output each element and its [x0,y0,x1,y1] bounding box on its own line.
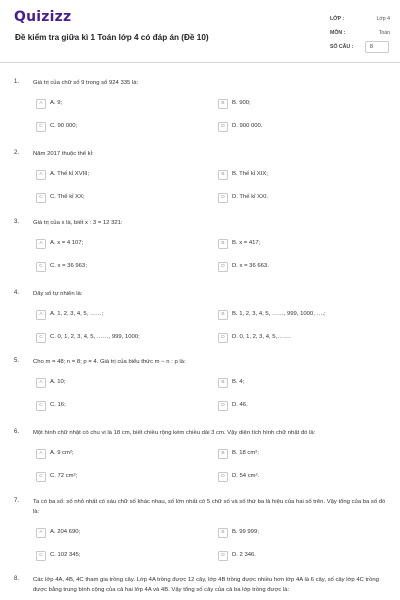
option-text: C. 16; [50,402,66,408]
question-number: 8. [14,576,20,582]
option-letter: B [218,99,228,109]
info-value: Toán [378,30,390,36]
option-letter: A [36,310,46,320]
question-text: Ta có ba số: số nhỏ nhất có sáu chữ số khác nhau, số lớn nhất có 5 chữ số và số thứ ba là hiệu của hai số trên. Vậy tổng của ba số đó là: [33,499,386,515]
option-text: C. x = 36 963; [50,263,87,269]
option-letter: A [36,528,46,538]
option-letter: C [36,193,46,203]
option-letter: A [36,378,46,388]
info-row-class [330,13,390,27]
question-number: 6. [14,429,20,435]
option-letter: C [36,551,46,561]
option-text: B. Thế kỉ XIX; [232,171,268,177]
option-letter: C [36,122,46,132]
option-letter: A [36,239,46,249]
question-number: 7. [14,498,20,504]
question-text: Cho m = 48; n = 8; p = 4. Giá trị của biểu thức m − n : p là: [33,359,186,365]
question-number: 4. [14,290,20,296]
option-text: A. 204 690; [50,529,81,535]
header [0,0,400,62]
option-text: A. 1, 2, 3, 4, 5, ……; [50,311,104,317]
option-letter: B [218,449,228,459]
option-text: D. 46. [232,402,248,408]
option-letter: D [218,262,228,272]
option-letter: C [36,333,46,343]
option-text: A. Thế kỉ XVIII; [50,171,90,177]
info-panel [330,13,390,55]
info-value: 8 [370,44,373,50]
option-letter: D [218,122,228,132]
info-row-count [330,41,390,55]
option-letter: B [218,310,228,320]
page-title: Đề kiểm tra giữa kì 1 Toán lớp 4 có đáp án (Đề 10) [15,33,209,42]
count-box [365,41,389,53]
info-value: Lớp 4 [376,16,390,22]
option-letter: D [218,193,228,203]
option-text: C. 72 cm²; [50,473,78,479]
option-text: B. 1, 2, 3, 4, 5, ……, 999, 1000, ….; [232,311,326,317]
option-letter: B [218,378,228,388]
option-text: C. 0, 1, 2, 3, 4, 5, ……, 999, 1000; [50,334,140,340]
option-text: B. x = 417; [232,240,261,246]
option-letter: D [218,551,228,561]
question-text: Một hình chữ nhật có chu vi là 18 cm, biết chiều rộng kém chiều dài 3 cm. Vậy diện tích hình chữ nhật đó là: [33,430,316,436]
option-text: D. 900 000. [232,123,263,129]
option-text: B. 18 cm²; [232,450,259,456]
option-letter: D [218,401,228,411]
question-text: Dãy số tự nhiên là: [33,291,83,297]
question-number: 1. [14,79,20,85]
option-letter: C [36,472,46,482]
option-letter: D [218,333,228,343]
question-text: Các lớp 4A, 4B, 4C tham gia trồng cây. Lớp 4A trồng được 12 cây, lớp 4B trồng được nhiều hơn lớp 4A là 6 cây, số cây lớp 4C trồng được bằng trung bình cộng của cả hai lớp 4A và 4B. Vậy tổng số cây của cả ba lớp trồng được là: [33,577,379,593]
option-text: D. 0, 1, 2, 3, 4, 5,……. [232,334,291,340]
option-text: C. 90 000; [50,123,78,129]
info-row-subject [330,27,390,41]
option-text: C. 102 345; [50,552,81,558]
option-text: A. 9; [50,100,63,106]
option-text: D. Thế kỉ XXI. [232,194,269,200]
option-text: D. 54 cm². [232,473,260,479]
option-text: B. 99 999; [232,529,259,535]
question-text: Giá trị của x là, biết x : 3 = 12 321: [33,220,123,226]
header-divider [0,62,400,63]
question-text: Giá trị của chữ số 9 trong số 924 335 là: [33,80,139,86]
option-text: D. x = 36 663. [232,263,269,269]
option-text: A. 9 cm²; [50,450,74,456]
option-letter: D [218,472,228,482]
option-text: A. x = 4 107; [50,240,84,246]
option-letter: A [36,170,46,180]
option-letter: A [36,99,46,109]
option-letter: A [36,449,46,459]
option-letter: C [36,262,46,272]
option-letter: B [218,528,228,538]
question-text: Năm 2017 thuộc thế kỉ: [33,151,94,157]
option-text: A. 10; [50,379,66,385]
option-letter: B [218,239,228,249]
info-label: LỚP : [330,16,345,22]
option-text: B. 4; [232,379,245,385]
option-text: D. 2 346. [232,552,256,558]
option-text: C. Thế kỉ XX; [50,194,85,200]
quizizz-logo: Quizizz [14,9,72,25]
question-number: 3. [14,219,20,225]
question-number: 2. [14,150,20,156]
question-number: 5. [14,358,20,364]
info-label: MÔN : [330,30,346,36]
option-letter: C [36,401,46,411]
info-label: SỐ CÂU : [330,44,354,50]
option-text: B. 900; [232,100,251,106]
option-letter: B [218,170,228,180]
